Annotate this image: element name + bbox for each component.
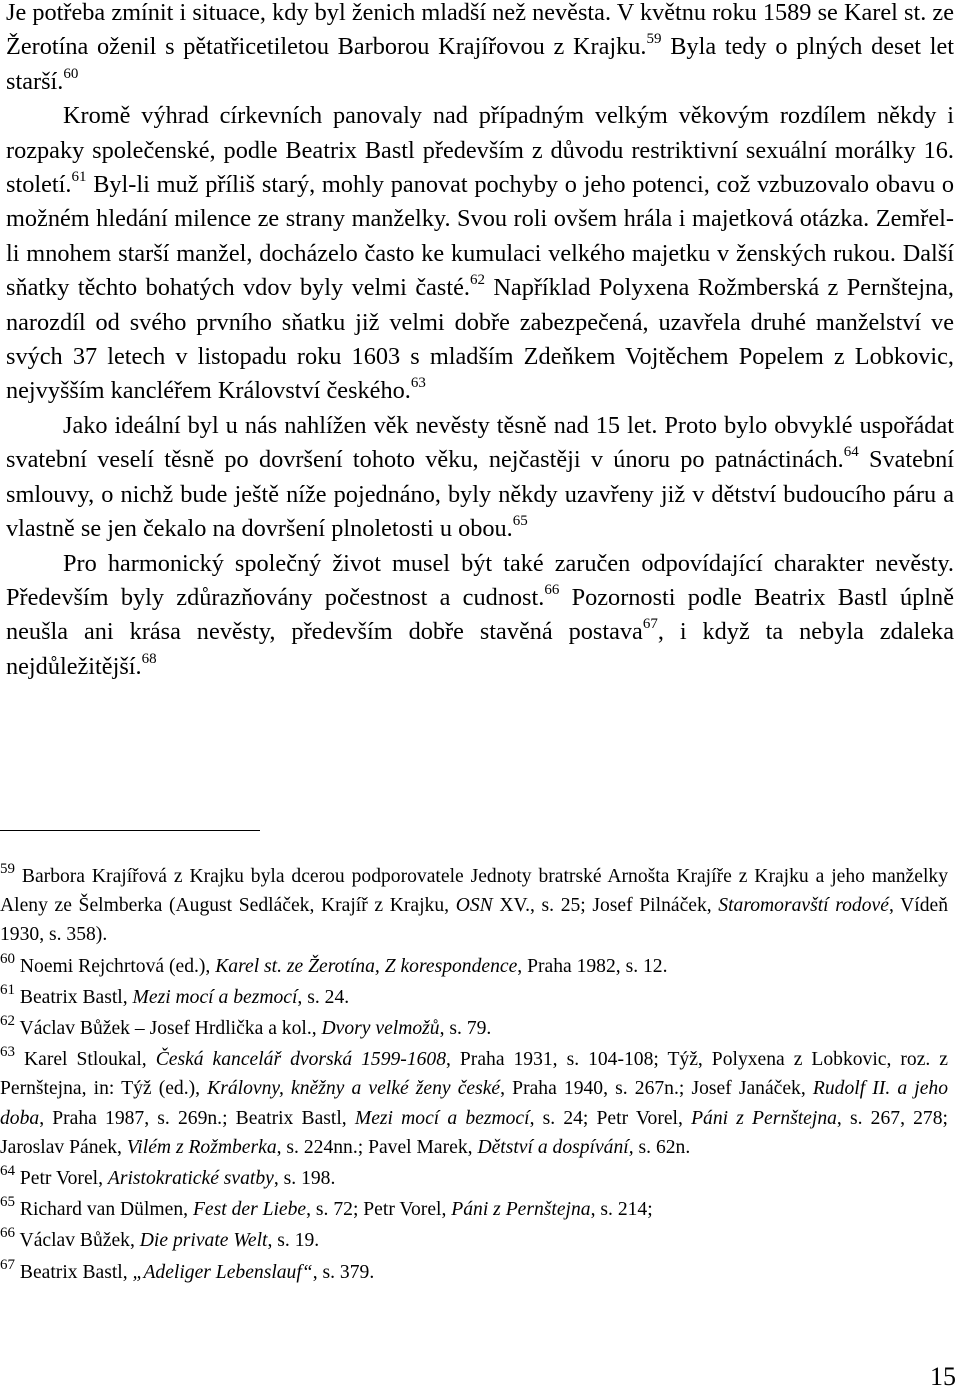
footnote-reference: 64: [843, 444, 859, 461]
footnote-reference: 62: [469, 272, 485, 289]
paragraph: Je potřeba zmínit i situace, kdy byl ženich mladší než nevěsta. V květnu roku 1589 se Karel st. ze Žerotína oženil s pětatřicetiletou Barborou Krajířovou z Krajku.$^{59}$ Byla tedy o plných deset let starší.$^{60}$: [6, 0, 954, 95]
footnote-separator: [0, 830, 260, 831]
italic-title: Karel st. ze Žerotína, Z korespondence: [215, 955, 518, 977]
footnote-number: 66: [0, 1225, 15, 1242]
footnote-reference: 61: [71, 169, 87, 186]
italic-title: Mezi mocí a bezmocí: [354, 1107, 530, 1129]
footnote-65: $^{65}$ Richard van Dülmen, Fest der Liebe, s. 72; Petr Vorel, Páni z Pernštejna, s. 214;: [0, 1194, 653, 1221]
document-page: [6, 0, 954, 684]
italic-title: Die private Welt: [139, 1230, 268, 1252]
footnote-61: $^{61}$ Beatrix Bastl, Mezi mocí a bezmocí, s. 24.: [0, 981, 350, 1008]
footnote-reference: 65: [512, 513, 528, 530]
footnote-reference: 63: [410, 375, 426, 392]
footnote-number: 59: [0, 861, 15, 877]
footnote-59: $^{59}$ Barbora Krajířová z Krajku byla dcerou podporovatele Jednoty bratrské Arnošta Krajíře z Krajku a jeho manželky Aleny ze Šelmberka (August Sedláček, Krajíř z Krajku, OSN XV., s. 25; Josef Pilnáček, Staromoravští rodové, Vídeň 1930, s. 358).: [0, 861, 948, 946]
italic-title: Mezi mocí a bezmocí: [132, 986, 298, 1008]
footnote-number: 65: [0, 1194, 15, 1211]
paragraph: Kromě výhrad církevních panovaly nad případným velkým věkovým rozdílem někdy i rozpaky společenské, podle Beatrix Bastl především z důvodu restriktivní sexuální morálky 16. století.$^{61}$ Byl-li muž příliš starý, mohly panovat pochyby o jeho potenci, což vzbuzovalo obavu o možném hledání milence ze strany manželky. Svou roli ovšem hrála i majetková otázka. Zemřel-li mnohem starší manžel, docházelo často ke kumulaci velkého majetku v ženských rukou. Další sňatky těchto bohatých vdov byly velmi časté.$^{62}$ Například Polyxena Rožmberská z Pernštejna, narozdíl od svého prvního sňatku již velmi dobře zabezpečená, uzavřela druhé manželství ve svých 37 letech v listopadu roku 1603 s mladším Zdeňkem Vojtěchem Popelem z Lobkovic, nejvyšším kancléřem Království českého.$^{63}$: [6, 102, 955, 405]
footnote-reference: 59: [646, 31, 662, 48]
italic-title: Královny, kněžny a velké ženy české: [207, 1078, 501, 1100]
italic-title: Aristokratické svatby: [107, 1168, 274, 1190]
italic-title: Dvory velmožů: [321, 1018, 440, 1040]
footnote-reference: 60: [63, 65, 79, 82]
footnote-number: 61: [0, 981, 15, 998]
paragraph: Jako ideální byl u nás nahlížen věk nevěsty těsně nad 15 let. Proto bylo obvyklé uspořádat svatební veselí těsně po dovršení tohoto věku, nejčastěji v únoru po patnáctinách.$^{64}$ Svatební smlouvy, o nichž bude ještě níže pojednáno, byly někdy uzavřeny již v dětství budoucího páru a vlastně se jen čekalo na dovršení plnoletosti u obou.$^{65}$: [6, 411, 954, 543]
footnote-66: $^{66}$ Václav Bůžek, Die private Welt, s. 19.: [0, 1225, 320, 1252]
footnote-62: $^{62}$ Václav Bůžek – Josef Hrdlička a kol., Dvory velmožů, s. 79.: [0, 1013, 492, 1040]
footnote-reference: 68: [141, 650, 157, 667]
footnote-60: $^{60}$ Noemi Rejchrtová (ed.), Karel st. ze Žerotína, Z korespondence, Praha 1982, s. 12.: [0, 950, 668, 977]
italic-title: Páni z Pernštejna: [451, 1199, 591, 1221]
footnote-number: 63: [0, 1044, 15, 1061]
footnote-number: 64: [0, 1163, 15, 1180]
footnote-reference: 67: [642, 616, 658, 633]
page-number: 15: [930, 1362, 956, 1391]
italic-title: Česká kancelář dvorská 1599-1608: [155, 1049, 447, 1071]
italic-title: Staromoravští rodové: [718, 895, 889, 917]
italic-title: Rudolf II. a jeho doba: [0, 1078, 949, 1129]
italic-title: OSN: [455, 895, 493, 917]
body-text: [6, 0, 954, 684]
italic-title: Fest der Liebe: [192, 1199, 307, 1221]
footnote-number: 60: [0, 950, 15, 967]
italic-title: „Adeliger Lebenslauf“: [132, 1261, 313, 1283]
footnotes: [0, 862, 948, 1289]
footnote-reference: 66: [544, 581, 560, 598]
italic-title: Vilém z Rožmberka: [126, 1136, 277, 1158]
footnote-number: 67: [0, 1256, 15, 1273]
paragraph: Pro harmonický společný život musel být také zaručen odpovídající charakter nevěsty. Především byly zdůrazňovány počestnost a cudnost.$^{66}$ Pozornosti podle Beatrix Bastl úplně neušla ani krása nevěsty, především dobře stavěná postava$^{67}$, i když ta nebyla zdaleka nejdůležitější.$^{68}$: [6, 549, 954, 680]
footnote-67: $^{67}$ Beatrix Bastl, „Adeliger Lebenslauf“, s. 379.: [0, 1256, 375, 1283]
footnote-63: $^{63}$ Karel Stloukal, Česká kancelář dvorská 1599-1608, Praha 1931, s. 104-108; Týž, Polyxena z Lobkovic, roz. z Pernštejna, in: Týž (ed.), Královny, kněžny a velké ženy české, Praha 1940, s. 267n.; Josef Janáček, Rudolf II. a jeho doba, Praha 1987, s. 269n.; Beatrix Bastl, Mezi mocí a bezmocí, s. 24; Petr Vorel, Páni z Pernštejna, s. 267, 278; Jaroslav Pánek, Vilém z Rožmberka, s. 224nn.; Pavel Marek, Dětství a dospívání, s. 62n.: [0, 1044, 949, 1158]
italic-title: Páni z Pernštejna: [691, 1107, 837, 1129]
italic-title: Dětství a dospívání,: [477, 1136, 634, 1158]
footnote-number: 62: [0, 1013, 15, 1030]
footnote-64: $^{64}$ Petr Vorel, Aristokratické svatby, s. 198.: [0, 1163, 336, 1190]
